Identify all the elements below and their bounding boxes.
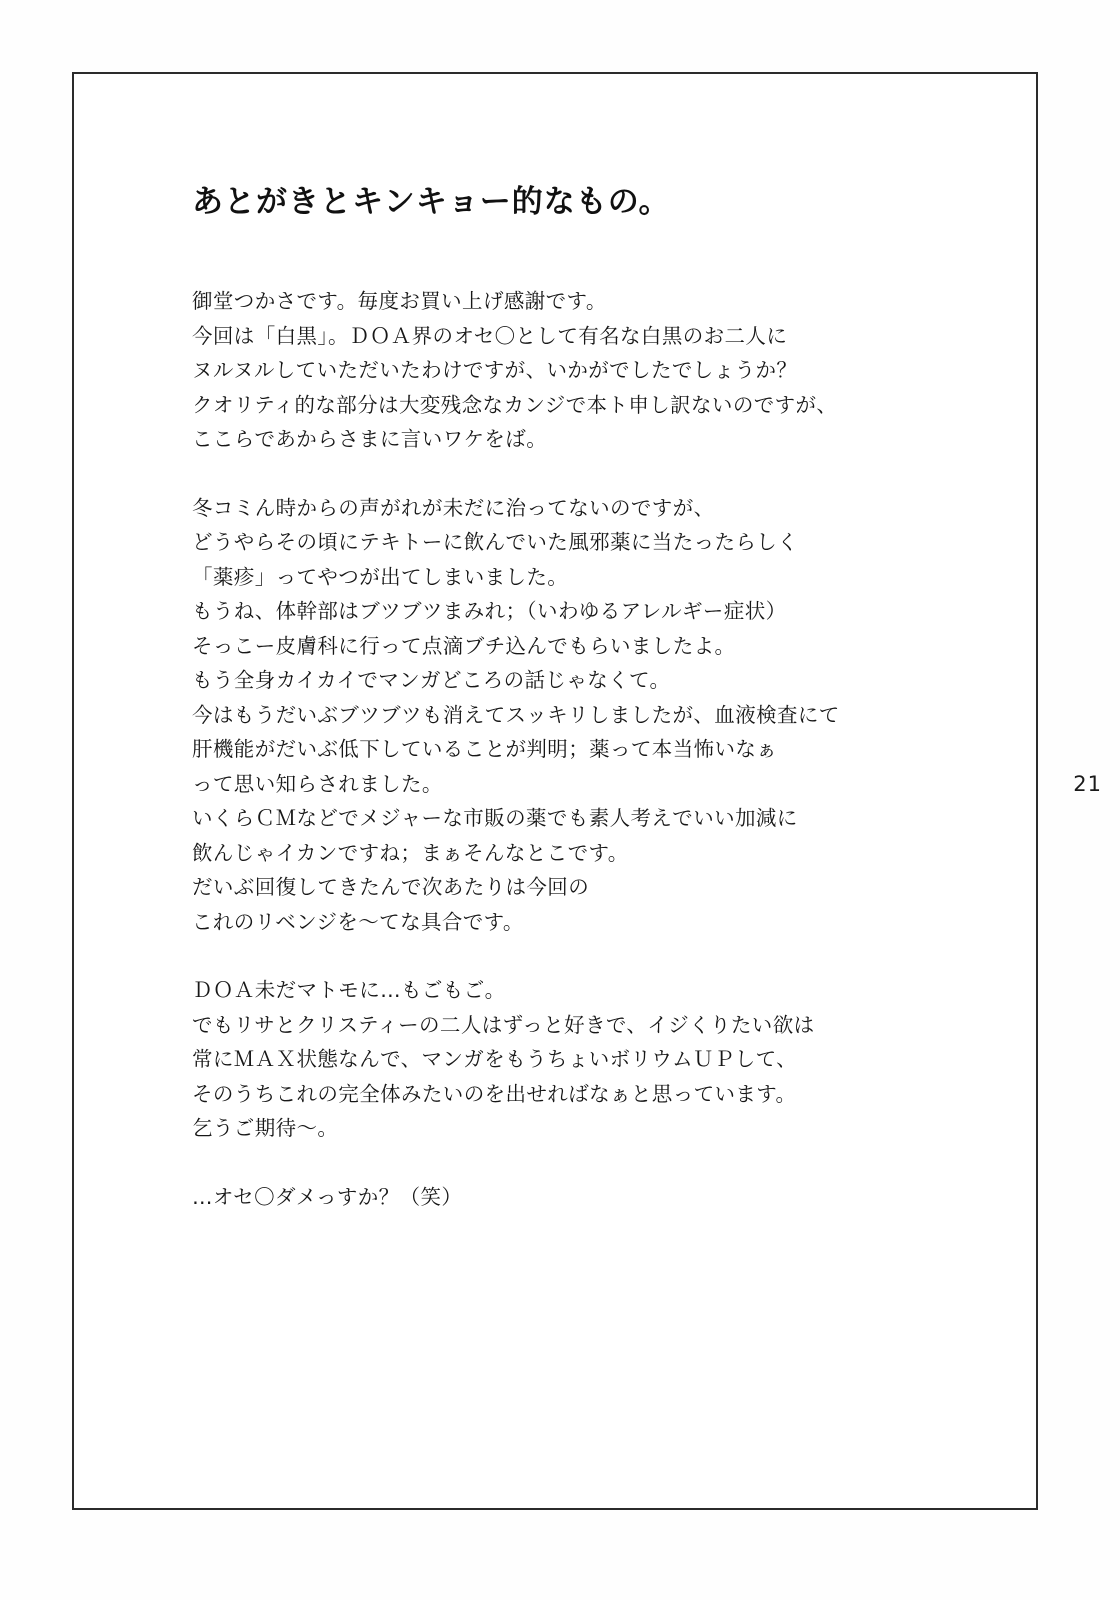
text-line: 御堂つかさです。毎度お買い上げ感謝です。	[192, 289, 607, 314]
paragraph-closing	[192, 1180, 1012, 1215]
text-line: いくらＣＭなどでメジャーな市販の薬でも素人考えでいい加減に	[192, 806, 798, 831]
text-line: そのうちこれの完全体みたいのを出せればなぁと思っています。	[192, 1081, 797, 1106]
page-title: あとがきとキンキョー的なもの。	[192, 184, 671, 220]
page-border-frame	[72, 72, 1038, 1510]
text-line: 肝機能がだいぶ低下していることが判明；薬って本当怖いなぁ	[192, 737, 778, 762]
page-number: 21	[1073, 772, 1102, 796]
afterword-content	[192, 182, 1012, 1214]
text-line: これのリベンジを〜てな具合です。	[192, 909, 524, 934]
text-line: もうね、体幹部はブツブツまみれ；（いわゆるアレルギー症状）	[192, 599, 787, 624]
text-line: 飲んじゃイカンですね；まぁそんなとこです。	[192, 840, 629, 865]
text-line: だいぶ回復してきたんで次あたりは今回の	[192, 875, 590, 900]
text-line: …オセ〇ダメっすか？（笑）	[192, 1184, 463, 1209]
text-line: 「薬疹」ってやつが出てしまいました。	[192, 564, 569, 589]
text-line: ヌルヌルしていただいたわけですが、いかがでしたでしょうか？	[192, 358, 798, 383]
text-line: 冬コミん時からの声がれが未だに治ってないのですが、	[192, 495, 715, 520]
text-line: 今回は「白黒」。ＤＯＡ界のオセ〇として有名な白黒のお二人に	[192, 323, 788, 348]
text-line: もう全身カイカイでマンガどころの話じゃなくて。	[192, 668, 671, 693]
text-line: クオリティ的な部分は大変残念なカンジで本ト申し訳ないのですが、	[192, 392, 838, 417]
text-line: 乞うご期待〜。	[192, 1116, 339, 1141]
text-line: って思い知らされました。	[192, 771, 443, 796]
text-line: でもリサとクリスティーの二人はずっと好きで、イジくりたい欲は	[192, 1012, 815, 1037]
text-line: ここらであからさまに言いワケをば。	[192, 427, 548, 452]
afterword-body	[192, 284, 1012, 1214]
text-line: 常にＭＡＸ状態なんで、マンガをもうちょいボリウムＵＰして、	[192, 1047, 798, 1072]
paragraph-doa	[192, 973, 1012, 1146]
paragraph-illness	[192, 491, 1012, 940]
text-line: どうやらその頃にテキトーに飲んでいた風邪薬に当たったらしく	[192, 530, 799, 555]
paragraph-intro	[192, 284, 1012, 457]
text-line: そっこー皮膚科に行って点滴ブチ込んでもらいましたよ。	[192, 633, 736, 658]
text-line: 今はもうだいぶブツブツも消えてスッキリしましたが、血液検査にて	[192, 702, 840, 727]
text-line: ＤＯＡ未だマトモに…もごもご。	[192, 978, 506, 1003]
